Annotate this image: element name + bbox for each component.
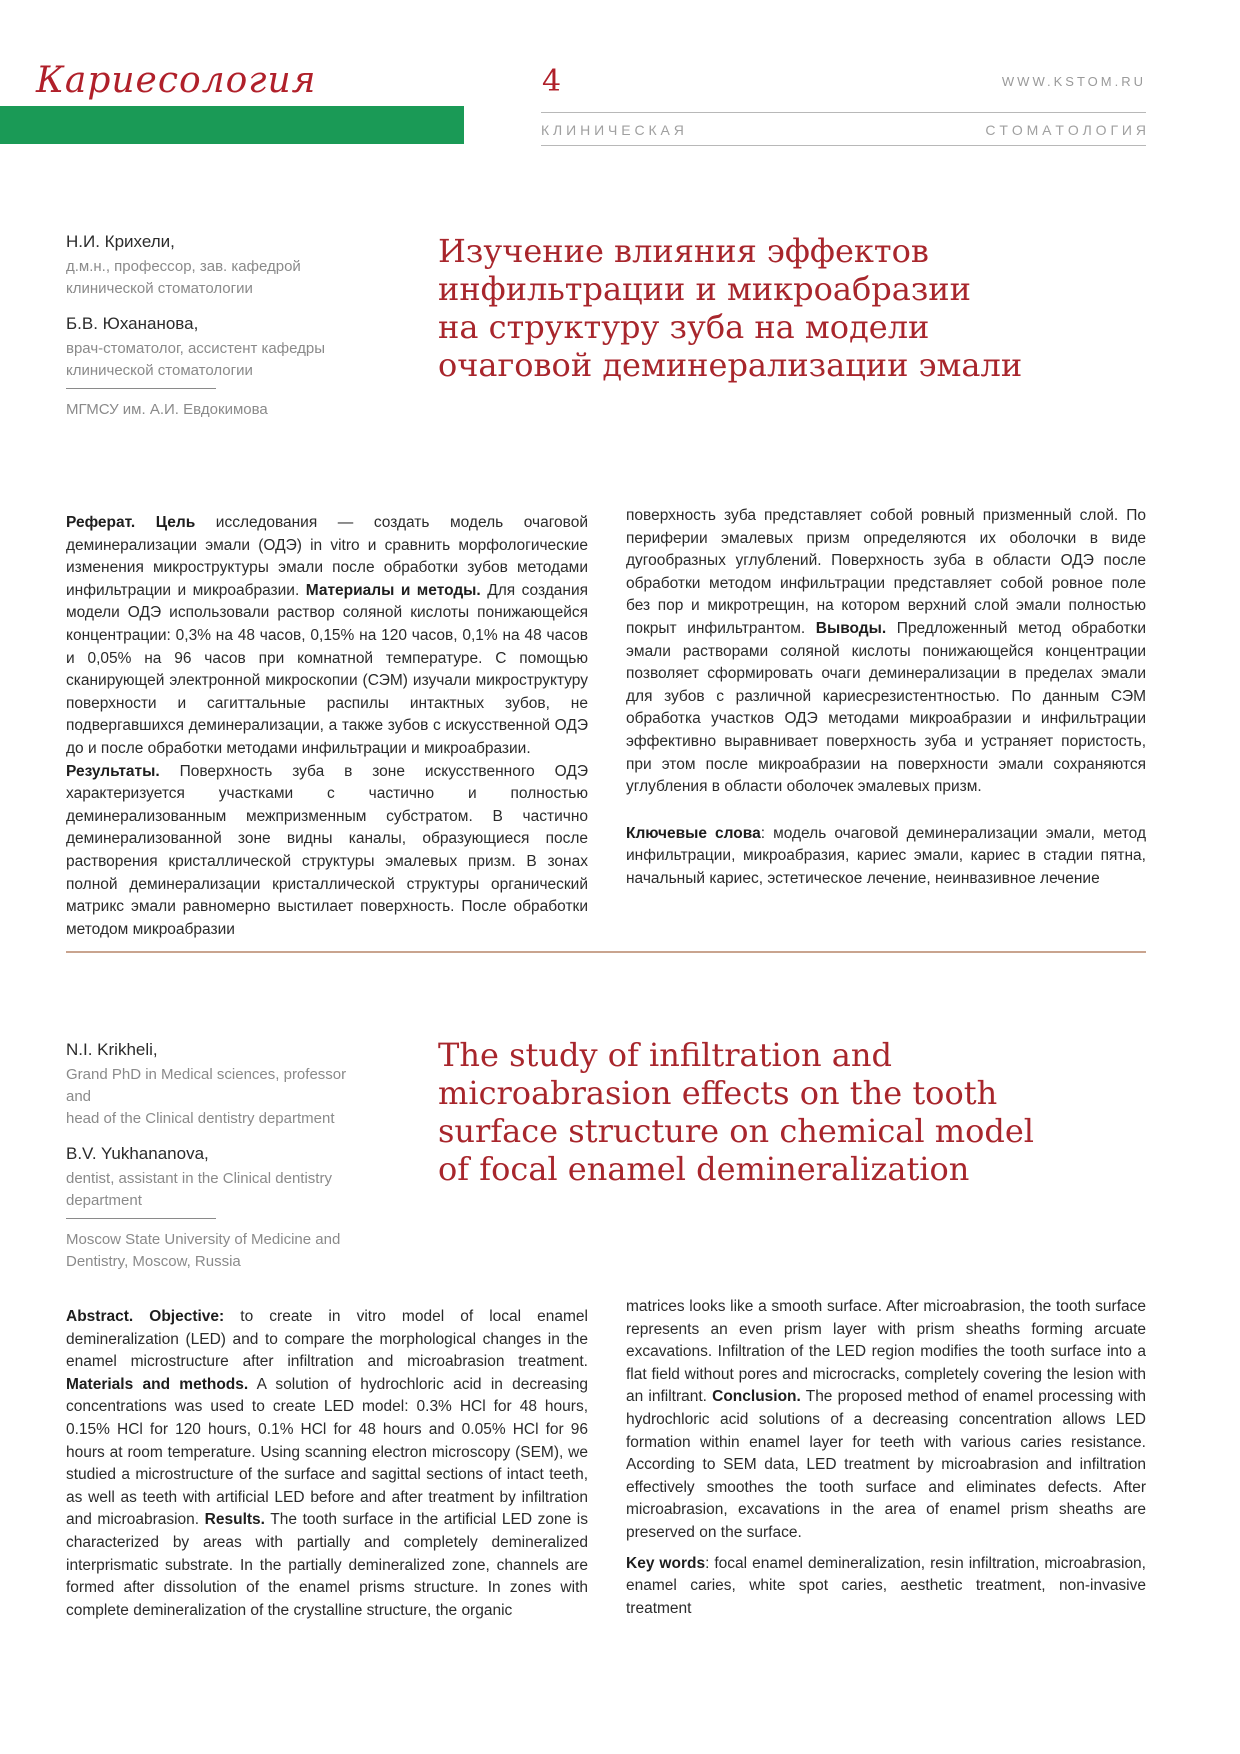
authors-en bbox=[66, 1040, 366, 1273]
label-keywords: Ключевые слова bbox=[626, 824, 761, 842]
author-desc-line: department bbox=[66, 1192, 142, 1209]
affiliation bbox=[66, 1229, 366, 1273]
author-desc-line: head of the Clinical dentistry department bbox=[66, 1110, 335, 1127]
page-number: 4 bbox=[542, 64, 562, 99]
text-objective: to create in vitro model of local enamel demineralization (LED) and to compare the morphological changes in the enamel microstructure after infiltration and microabrasion treatment. bbox=[66, 1308, 588, 1371]
affiliation-line: Moscow State University of Medicine and bbox=[66, 1231, 341, 1248]
author-desc bbox=[66, 256, 366, 300]
label-methods: Материалы и методы. bbox=[305, 581, 481, 599]
abstract-paragraph bbox=[66, 1306, 588, 1622]
title-line: на структуру зуба на модели bbox=[438, 308, 930, 346]
text-conclusion: The proposed method of enamel processing with hydrochloric acid solutions of a decreasing concentration allows LED formation within enamel layer for teeth with various caries resistance. According to SEM data, LED treatment by microabrasion and infiltration effectively smoothes the tooth surface and eliminates defects. After microabrasion, excavations in the area of enamel prism sheaths are preserved on the surface. bbox=[626, 1388, 1146, 1541]
abstract-paragraph bbox=[66, 512, 588, 761]
author-name: Н.И. Крихели, bbox=[66, 232, 175, 251]
author-desc-line: клинической стоматологии bbox=[66, 280, 253, 297]
journal-name-word-2: С Т О М А Т О Л О Г И Я bbox=[985, 122, 1146, 138]
label-conclusion: Conclusion. bbox=[712, 1388, 801, 1406]
header-rule-top bbox=[541, 112, 1146, 113]
author-desc bbox=[66, 1064, 366, 1130]
abstract-ru-col-1 bbox=[66, 512, 588, 941]
label-results: Results. bbox=[204, 1511, 265, 1529]
label-conclusions: Выводы. bbox=[815, 619, 887, 637]
article-title-ru bbox=[438, 232, 1058, 384]
label-keywords: Key words bbox=[626, 1554, 706, 1572]
label-results: Результаты. bbox=[66, 762, 160, 780]
title-line: The study of infiltration and bbox=[438, 1036, 892, 1074]
affiliation: МГМСУ им. А.И. Евдокимова bbox=[66, 401, 268, 418]
author-desc-line: Grand PhD in Medical sciences, professor and bbox=[66, 1066, 347, 1105]
journal-name-word-1: К Л И Н И Ч Е С К А Я bbox=[541, 122, 684, 138]
text-methods: A solution of hydrochloric acid in decreasing concentrations was used to create LED model: 0.3% HCl for 48 hours, 0.15% HCl for 120 hours, 0.1% HCl for 48 hours and 0.05% HCl for 96 hours at room temperature. Using scanning electron microscopy (SEM), we studied a microstructure of the surface and sagittal sections of intact teeth, as well as teeth with artificial LED before and after treatment by infiltration and microabrasion. bbox=[66, 1375, 588, 1529]
label-abstract: Abstract. bbox=[66, 1308, 134, 1325]
keywords-paragraph bbox=[626, 823, 1146, 891]
author-desc-line: клинической стоматологии bbox=[66, 362, 253, 379]
abstract-en-col-2 bbox=[626, 1296, 1146, 1620]
abstract-paragraph bbox=[626, 505, 1146, 799]
label-referat: Реферат. bbox=[66, 514, 136, 531]
author-name: B.V. Yukhananova, bbox=[66, 1144, 209, 1163]
text-results-cont: поверхность зуба представляет собой ровный призменный слой. По периферии эмалевых призм определяются их оболочки в виде дугообразных углублений. Поверхность зуба в области ОДЭ после обработки методом инфильтрации представляет собой ровное поле без пор и микротрещин, на котором верхний слой эмали полностью покрыт инфильтрантом. bbox=[626, 507, 1146, 637]
text-goal: исследования — создать модель очаговой деминерализации эмали (ОДЭ) in vitro и сравнить морфологические изменения микроструктуры эмали после обработки зубов методами инфильтрации и микроабразии. bbox=[66, 514, 588, 599]
section-color-bar bbox=[0, 106, 464, 144]
text-keywords: : модель очаговой деминерализации эмали, метод инфильтрации, микроабразия, кариес эмали, кариес в стадии пятна, начальный кариес, эстетическое лечение, неинвазивное лечение bbox=[626, 824, 1146, 887]
text-results: The tooth surface in the artificial LED zone is characterized by areas with partially and completely demineralized interprismatic substrate. In the partially demineralized zone, channels are formed after dissolution of the enamel prisms structure. In zones with complete demineralization of the crystalline structure, the organic bbox=[66, 1511, 588, 1619]
title-line: of focal enamel demineralization bbox=[438, 1150, 970, 1188]
author-desc bbox=[66, 1168, 366, 1212]
title-line: Изучение влияния эффектов bbox=[438, 232, 929, 270]
title-line: microabrasion effects on the tooth bbox=[438, 1074, 998, 1112]
article-title-en bbox=[438, 1036, 1058, 1188]
affiliation-line: Dentistry, Moscow, Russia bbox=[66, 1253, 241, 1270]
site-url[interactable]: WWW.KSTOM.RU bbox=[1001, 74, 1146, 89]
abstract-paragraph bbox=[66, 761, 588, 942]
section-logo: Кариесология bbox=[36, 60, 317, 101]
abstract-paragraph bbox=[626, 1296, 1146, 1545]
language-divider bbox=[66, 951, 1146, 953]
author-desc-line: dentist, assistant in the Clinical dentistry bbox=[66, 1170, 332, 1187]
author-desc-line: врач-стоматолог, ассистент кафедры bbox=[66, 340, 326, 357]
abstract-en-col-1 bbox=[66, 1306, 588, 1622]
authors-ru bbox=[66, 232, 366, 421]
author-name: Б.В. Юхананова, bbox=[66, 314, 199, 333]
author-rule bbox=[66, 1218, 216, 1219]
label-methods: Materials and methods. bbox=[66, 1375, 249, 1393]
author-rule bbox=[66, 388, 216, 389]
title-line: инфильтрации и микроабразии bbox=[438, 270, 971, 308]
journal-name bbox=[541, 122, 1146, 138]
header-rule-bottom bbox=[541, 145, 1146, 146]
text-results-cont: matrices looks like a smooth surface. After microabrasion, the tooth surface represents an even prism layer with prism sheaths forming arcuate excavations. Infiltration of the LED region modifies the tooth surface into a flat field without pores and microcracks, completely covering the lesion with an infiltrant. bbox=[626, 1298, 1146, 1406]
author-desc bbox=[66, 338, 366, 382]
text-keywords: : focal enamel demineralization, resin infiltration, microabrasion, enamel caries, white spot caries, aesthetic treatment, non-invasive treatment bbox=[626, 1554, 1146, 1617]
text-methods: Для создания модели ОДЭ использовали раствор соляной кислоты понижающейся концентрации: 0,3% на 48 часов, 0,15% на 120 часов, 0,1% на 48 часов и 0,05% на 96 часов при комнатной температуре. С помощью сканирующей электронной микроскопии (СЭМ) изучали микроструктуру поверхности и сагиттальные распилы интактных зубов, не подвергавшихся деминерализации, а также зубов с искусственной ОДЭ до и после обработки методами инфильтрации и микроабразии. bbox=[66, 581, 588, 757]
label-objective: Objective: bbox=[149, 1308, 225, 1325]
author-name: N.I. Krikheli, bbox=[66, 1040, 158, 1059]
keywords-paragraph bbox=[626, 1553, 1146, 1621]
author-desc-line: д.м.н., профессор, зав. кафедрой bbox=[66, 258, 301, 275]
text-conclusions: Предложенный метод обработки эмали растворами соляной кислоты понижающейся концентрации позволяет сформировать очаги деминерализации в пределах эмали для зубов с различной кариесрезистентностью. По данным СЭМ обработка участков ОДЭ методами микроабразии и инфильтрации эффективно выравнивает поверхность зуба и устраняет пористость, при этом после микроабразии на поверхности эмали сохраняются углубления в области оболочек эмалевых призм. bbox=[626, 619, 1147, 796]
abstract-ru-col-2 bbox=[626, 505, 1146, 891]
title-line: очаговой деминерализации эмали bbox=[438, 346, 1023, 384]
title-line: surface structure on chemical model bbox=[438, 1112, 1035, 1150]
label-goal: Цель bbox=[155, 514, 196, 531]
text-results: Поверхность зуба в зоне искусственного ОДЭ характеризуется участками с частично и полностью деминерализованным межпризменным субстратом. В частично деминерализованной зоне видны каналы, образующиеся после растворения кристаллической структуры эмалевых призм. В зонах полной деминерализации кристаллической структуры органический матрикс эмали равномерно выстилает поверхность. После обработки методом микроабразии bbox=[66, 762, 588, 938]
